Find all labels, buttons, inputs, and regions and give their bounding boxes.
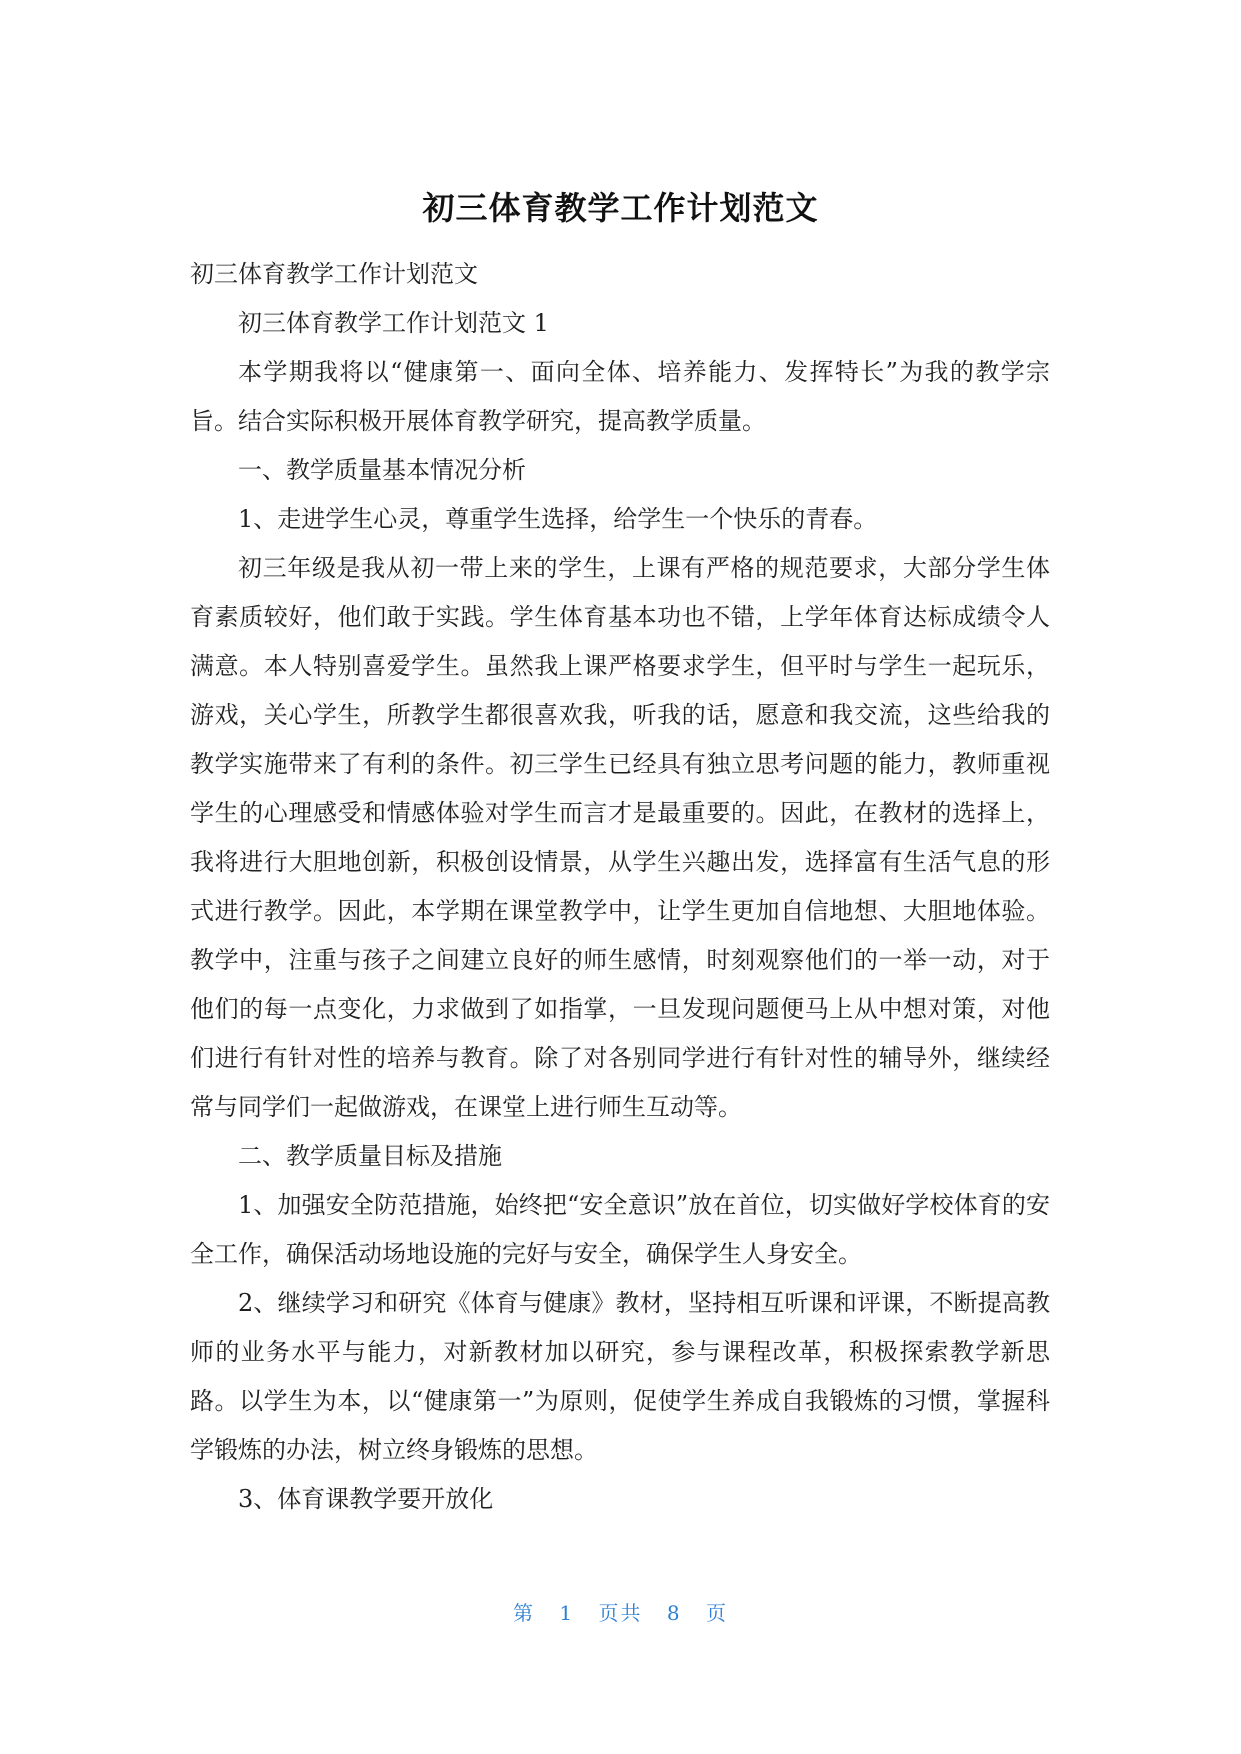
paragraph-item-1: 1、走进学生心灵，尊重学生选择，给学生一个快乐的青春。 — [238, 505, 878, 533]
footer-prefix: 第 — [513, 1601, 536, 1625]
footer-current-page: 1 — [559, 1601, 575, 1625]
paragraph-intro: 本学期我将以“健康第一、面向全体、培养能力、发挥特长”为我的教学宗旨。结合实际积极开展体育教学研究，提高教学质量。 — [190, 358, 1050, 435]
page-footer — [0, 1598, 1241, 1628]
paragraph-analysis: 初三年级是我从初一带上来的学生，上课有严格的规范要求，大部分学生体育素质较好，他们敢于实践。学生体育基本功也不错，上学年体育达标成绩令人满意。本人特别喜爱学生。虽然我上课严格要求学生，但平时与学生一起玩乐，游戏，关心学生，所教学生都很喜欢我，听我的话，愿意和我交流，这些给我的教学实施带来了有利的条件。初三学生已经具有独立思考问题的能力，教师重视学生的心理感受和情感体验对学生而言才是最重要的。因此，在教材的选择上，我将进行大胆地创新，积极创设情景，从学生兴趣出发，选择富有生活气息的形式进行教学。因此，本学期在课堂教学中，让学生更加自信地想、大胆地体验。教学中，注重与孩子之间建立良好的师生感情，时刻观察他们的一举一动，对于他们的每一点变化，力求做到了如指掌，一旦发现问题便马上从中想对策，对他们进行有针对性的培养与教育。除了对各别同学进行有针对性的辅导外，继续经常与同学们一起做游戏，在课堂上进行师生互动等。 — [190, 554, 1050, 1121]
footer-mid: 页共 — [598, 1601, 643, 1625]
document-body — [190, 250, 1050, 1524]
paragraph-doc-heading: 初三体育教学工作计划范文 — [190, 260, 478, 288]
paragraph-measure-1: 1、加强安全防范措施，始终把“安全意识”放在首位，切实做好学校体育的安全工作，确保活动场地设施的完好与安全，确保学生人身安全。 — [190, 1191, 1050, 1268]
footer-suffix: 页 — [705, 1601, 728, 1625]
document-title: 初三体育教学工作计划范文 — [422, 189, 819, 227]
paragraph-heading-1: 一、教学质量基本情况分析 — [238, 456, 526, 484]
paragraph-heading-2: 二、教学质量目标及措施 — [238, 1142, 502, 1170]
paragraph-measure-2: 2、继续学习和研究《体育与健康》教材，坚持相互听课和评课，不断提高教师的业务水平与能力，对新教材加以研究，参与课程改革，积极探索教学新思路。以学生为本，以“健康第一”为原则，促使学生养成自我锻炼的习惯，掌握科学锻炼的办法，树立终身锻炼的思想。 — [190, 1289, 1050, 1464]
footer-total-pages: 8 — [666, 1601, 682, 1625]
paragraph-measure-3: 3、体育课教学要开放化 — [238, 1485, 494, 1513]
paragraph-section-title: 初三体育教学工作计划范文 1 — [238, 309, 549, 337]
